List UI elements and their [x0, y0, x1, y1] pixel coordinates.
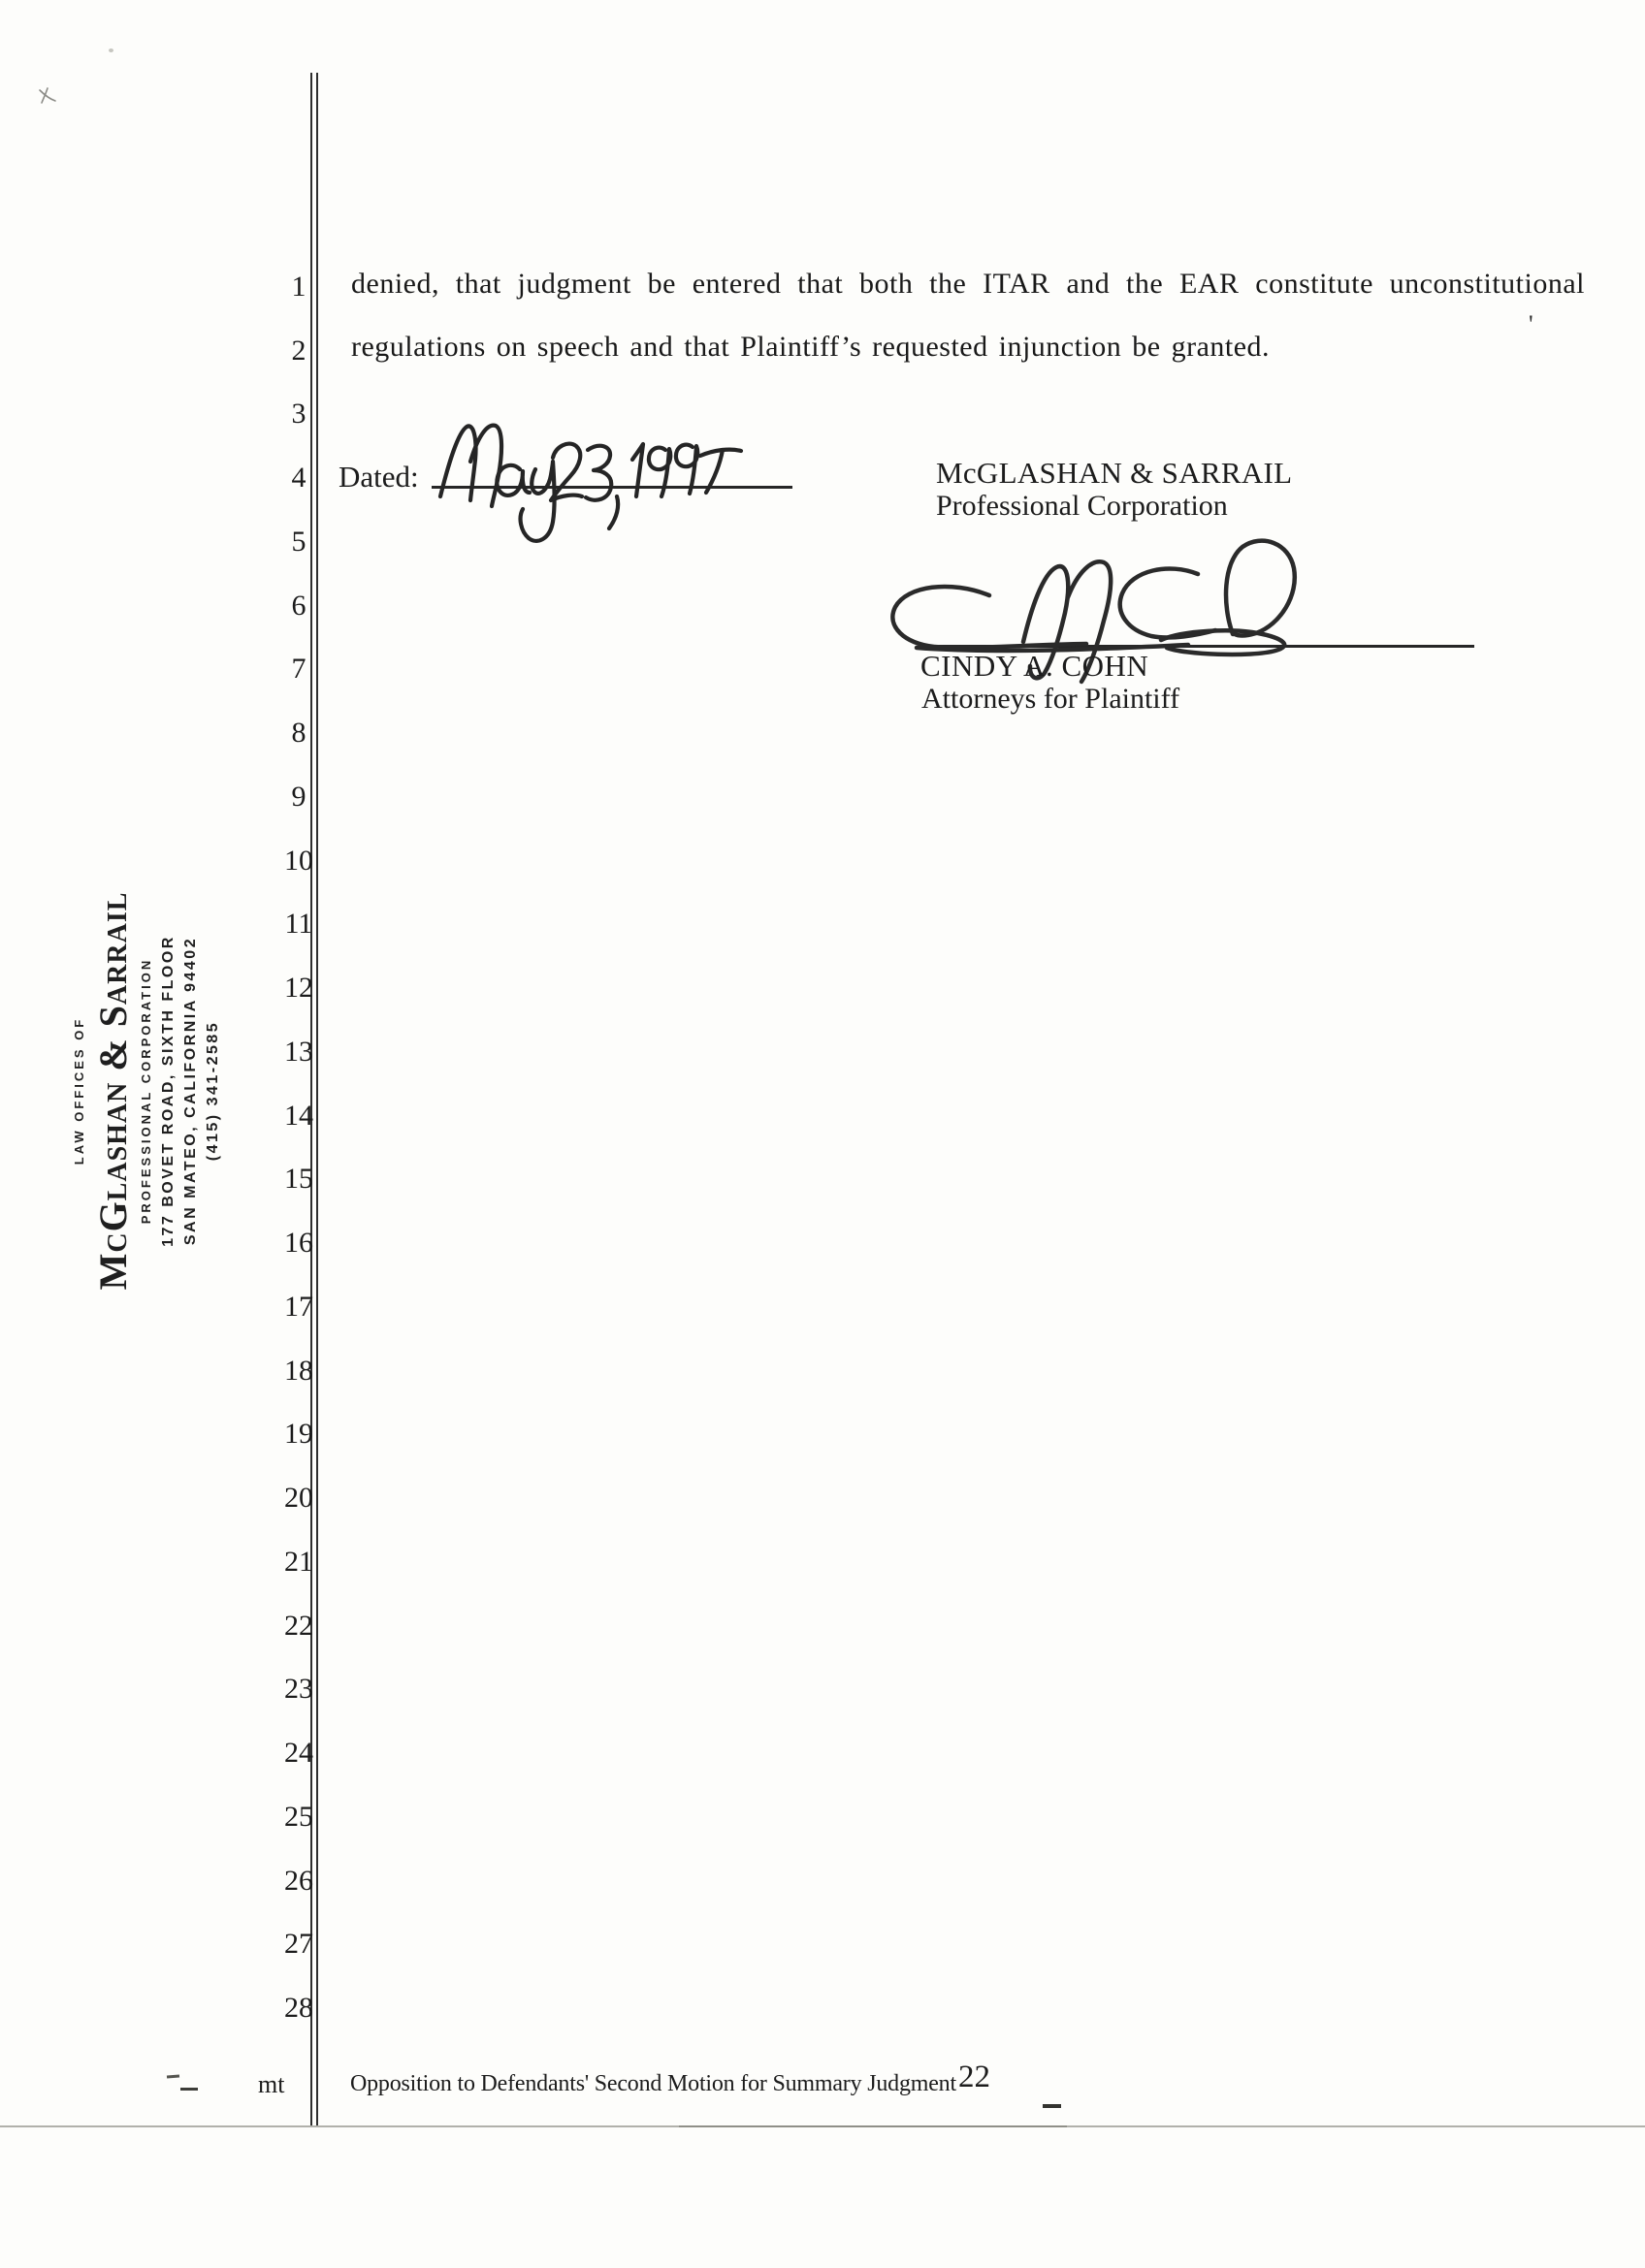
line-number: 8: [291, 717, 306, 750]
line-number: 25: [284, 1800, 313, 1833]
line-number: 6: [291, 589, 306, 622]
handwritten-date: [427, 415, 757, 556]
line-number: 4: [291, 462, 306, 495]
line-number: 17: [284, 1290, 313, 1323]
signer-name: CINDY A. COHN: [920, 649, 1149, 683]
letterhead-law-offices: LAW OFFICES OF: [72, 1016, 86, 1166]
signature-firm-name: McGLASHAN & SARRAIL: [936, 456, 1293, 490]
line-number: 28: [284, 1991, 313, 2024]
letterhead-phone: (415) 341-2585: [205, 1020, 221, 1162]
signer-title: Attorneys for Plaintiff: [921, 683, 1180, 715]
line-number: 26: [284, 1864, 313, 1897]
line-number: 24: [284, 1737, 313, 1770]
line-number: 13: [284, 1035, 313, 1068]
signature-firm-subtitle: Professional Corporation: [936, 490, 1228, 522]
letterhead-city-state: SAN MATEO, CALIFORNIA 94402: [182, 936, 199, 1246]
line-number: 16: [284, 1227, 313, 1260]
line-number: 12: [284, 972, 313, 1005]
line-number: 27: [284, 1928, 313, 1961]
footer-document-title: Opposition to Defendants' Second Motion for Summary Judgment: [350, 2071, 956, 2096]
line-number: 9: [291, 780, 306, 813]
line-number: 5: [291, 525, 306, 558]
footer-page-number: 22: [958, 2060, 990, 2094]
line-number: 20: [284, 1482, 313, 1515]
scan-dash-mark-left: [167, 2075, 179, 2079]
letterhead-firm-name: McGlashan & Sarrail: [91, 891, 135, 1291]
scan-bottom-line-dark-segment: [679, 2125, 1067, 2127]
scan-speck: [109, 48, 113, 52]
line-number: 1: [291, 271, 306, 303]
scan-dash-mark-right: [1043, 2104, 1061, 2108]
letterhead-professional-corporation: PROFESSIONAL CORPORATION: [139, 957, 153, 1225]
line-number: 15: [284, 1163, 313, 1196]
line-number: 10: [284, 844, 313, 877]
line-number: 18: [284, 1354, 313, 1387]
body-text-line-1: denied, that judgment be entered that both the ITAR and the EAR constitute unconstitutional: [351, 268, 1585, 300]
stray-apostrophe-mark: ': [1529, 310, 1533, 338]
line-number: 11: [284, 908, 313, 941]
line-number: 21: [284, 1545, 313, 1578]
body-text-line-2: regulations on speech and that Plaintiff’s requested injunction be granted.: [351, 331, 1271, 363]
dated-label: Dated:: [339, 460, 419, 494]
line-number: 14: [284, 1099, 313, 1132]
line-number: 7: [291, 653, 306, 686]
line-number: 3: [291, 398, 306, 431]
line-number: 23: [284, 1673, 313, 1706]
letterhead-block: [73, 858, 228, 1324]
line-number: 19: [284, 1418, 313, 1451]
scan-underscore-mark: [180, 2088, 198, 2091]
letterhead-street-address: 177 BOVET ROAD, SIXTH FLOOR: [160, 935, 177, 1247]
scan-squiggle-mark: [37, 85, 58, 107]
line-number: 22: [284, 1609, 313, 1642]
line-number: 2: [291, 334, 306, 367]
footer-typist-initials: mt: [258, 2070, 285, 2098]
